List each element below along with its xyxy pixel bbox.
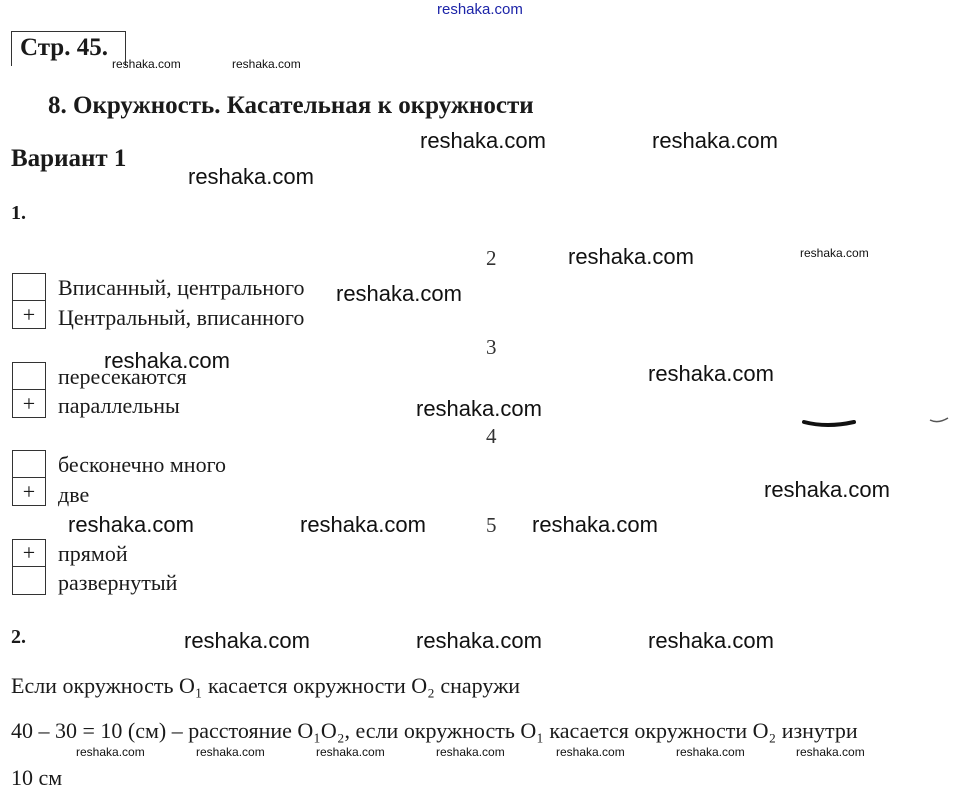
watermark-text: reshaka.com [196, 745, 265, 759]
answer-checkbox[interactable]: + [12, 390, 46, 418]
task-1-number: 1. [11, 202, 26, 224]
watermark-text: reshaka.com [316, 745, 385, 759]
answer-option-label: Вписанный, центрального [58, 275, 305, 300]
watermark-text: reshaka.com [648, 628, 774, 653]
variant-title: Вариант 1 [11, 145, 127, 172]
solution-line: Если окружность O₁ касается окружности O₂ снаружи [11, 673, 521, 698]
answer-checkbox[interactable]: + [12, 301, 46, 329]
solution-line: 10 см [11, 765, 63, 790]
answer-option-label: пересекаются [58, 364, 187, 389]
question-number: 4 [486, 424, 497, 448]
answer-option-label: две [58, 482, 90, 507]
answer-option-label: бесконечно много [58, 452, 227, 477]
answer-checkbox[interactable]: + [12, 539, 46, 567]
watermark-text: reshaka.com [556, 745, 625, 759]
section-title: 8. Окружность. Касательная к окружности [48, 92, 534, 119]
watermark-text: reshaka.com [436, 745, 505, 759]
watermark-text: reshaka.com [300, 512, 426, 537]
watermark-text: reshaka.com [336, 281, 462, 306]
watermark-text: reshaka.com [68, 512, 194, 537]
answer-checkbox[interactable] [12, 450, 46, 478]
answer-checkbox[interactable] [12, 273, 46, 301]
watermark-text: reshaka.com [796, 745, 865, 759]
watermark-text: reshaka.com [416, 628, 542, 653]
watermark-text: reshaka.com [568, 244, 694, 269]
question-number: 5 [486, 513, 497, 537]
answer-option-label: параллельны [58, 393, 180, 418]
answer-checkbox[interactable]: + [12, 478, 46, 506]
watermark-text: reshaka.com [104, 348, 230, 373]
answer-option-label: Центральный, вписанного [58, 305, 305, 330]
watermark-text: reshaka.com [184, 628, 310, 653]
site-header-link[interactable]: reshaka.com [437, 1, 523, 18]
watermark-text: reshaka.com [532, 512, 658, 537]
ink-scribble-decoration [802, 412, 952, 432]
watermark-text: reshaka.com [416, 396, 542, 421]
question-number: 2 [486, 246, 497, 270]
watermark-text: reshaka.com [76, 745, 145, 759]
watermark-text: reshaka.com [112, 57, 181, 71]
solution-line: 40 – 30 = 10 (см) – расстояние O₁O₂, если окружность O₁ касается окружности O₂ изнутри [11, 718, 858, 743]
answer-option-label: прямой [58, 541, 128, 566]
watermark-text: reshaka.com [676, 745, 745, 759]
watermark-text: reshaka.com [188, 164, 314, 189]
question-number: 3 [486, 335, 497, 359]
watermark-text: reshaka.com [764, 477, 890, 502]
watermark-text: reshaka.com [420, 128, 546, 153]
answer-option-label: развернутый [58, 570, 178, 595]
watermark-text: reshaka.com [652, 128, 778, 153]
watermark-text: reshaka.com [232, 57, 301, 71]
answer-checkbox[interactable] [12, 567, 46, 595]
page-label: Стр. 45. [20, 34, 108, 61]
watermark-text: reshaka.com [648, 361, 774, 386]
watermark-text: reshaka.com [800, 246, 869, 260]
answer-checkbox[interactable] [12, 362, 46, 390]
task-2-number: 2. [11, 626, 26, 648]
